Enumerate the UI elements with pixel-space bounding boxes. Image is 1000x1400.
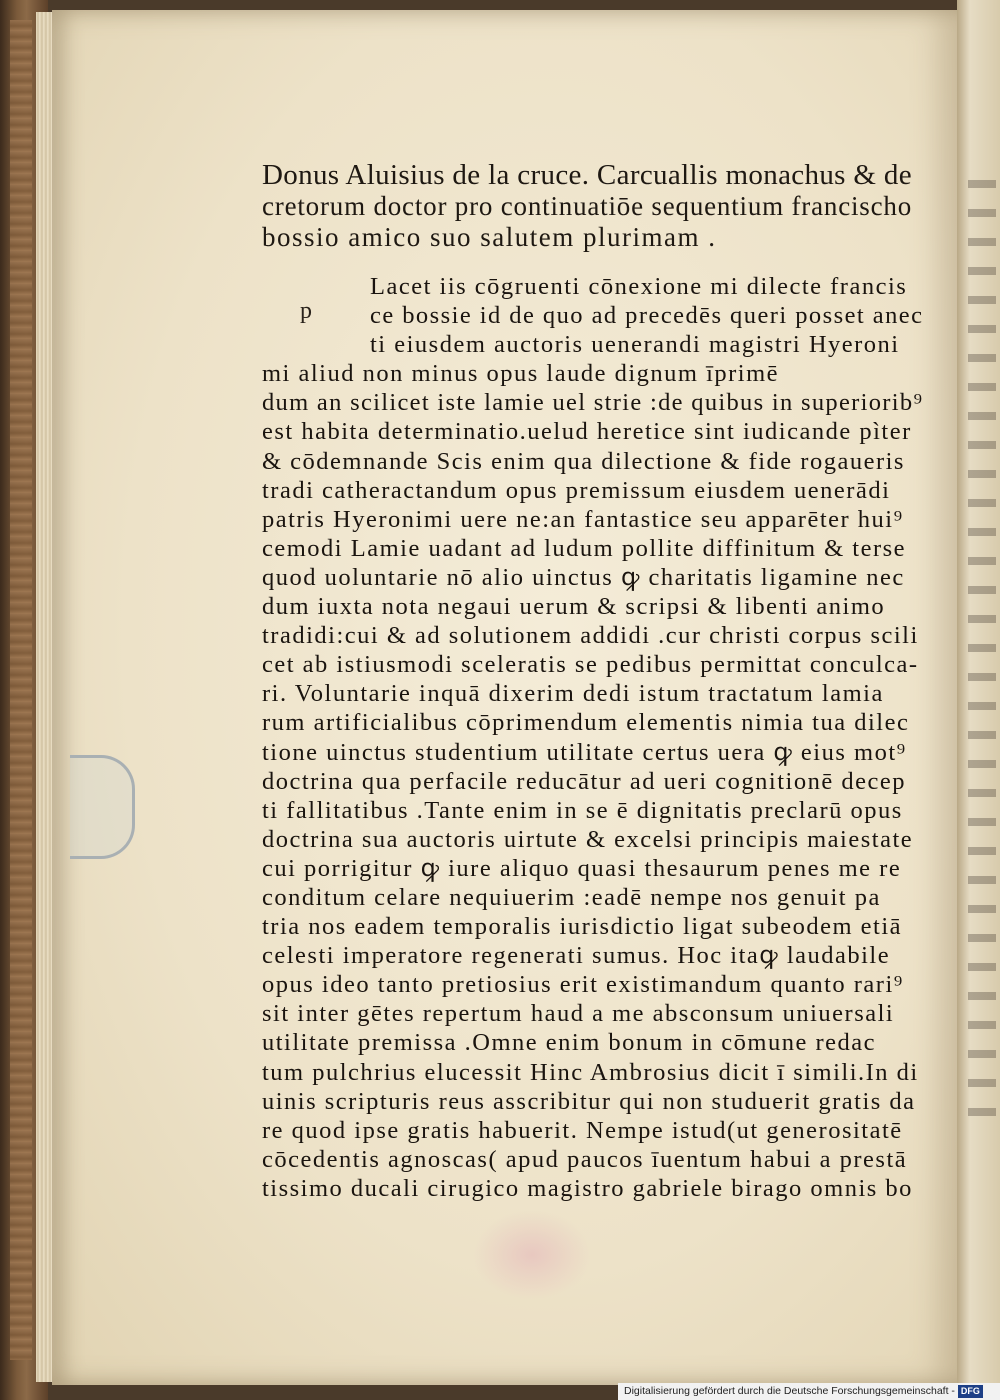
text-line: Lacet iis cōgruenti cōnexione mi dilecte francis: [370, 273, 908, 300]
text-line: tradidi:cui & ad solutionem addidi .cur christi corpus scili: [262, 622, 919, 650]
text-line: ce bossie id de quo ad precedēs queri posset anec: [370, 302, 924, 330]
text-line: opus ideo tanto pretiosius erit existimandum quanto rari⁹: [262, 971, 904, 999]
dfg-logo: DFG: [958, 1385, 983, 1398]
text-line: ti eiusdem auctoris uenerandi magistri Hyeroni: [370, 331, 900, 359]
text-line: utilitate premissa .Omne enim bonum in cōmune redac: [262, 1029, 876, 1057]
text-line: tione uinctus studentium utilitate certus uera ꝙ eius mot⁹: [262, 738, 907, 766]
text-line: cōcedentis agnoscas( apud paucos īuentum habui a prestā: [262, 1145, 908, 1173]
text-line: uinis scripturis reus asscribitur qui non studuerit gratis da: [262, 1087, 916, 1115]
initial-letter: p: [300, 298, 312, 324]
page-clip: [70, 755, 135, 859]
text-line: cemodi Lamie uadant ad ludum pollite diffinitum & terse: [262, 534, 907, 562]
text-line: ti fallitatibus .Tante enim in se ē dignitatis preclarū opus: [262, 796, 903, 824]
text-line: patris Hyeronimi uere ne:an fantastice seu apparēter hui⁹: [262, 505, 904, 533]
text-line: mi aliud non minus opus laude dignum īprimē: [262, 360, 780, 388]
heading-line: cretorum doctor pro continuatiōe sequentium francischo: [262, 191, 912, 221]
text-line: cui porrigitur ꝙ iure aliquo quasi thesaurum penes me re: [262, 854, 902, 882]
text-line: est habita determinatio.uelud heretice sint iudicande pìter: [262, 418, 912, 446]
text-line: & cōdemnande Scis enim qua dilectione & fide rogaueris: [262, 447, 905, 475]
heading-line: bossio amico suo salutem plurimam .: [262, 222, 717, 252]
text-line: tradi catheractandum opus premissum eiusdem uenerādi: [262, 476, 891, 504]
text-line: quod uoluntarie nō alio uinctus ꝙ charitatis ligamine nec: [262, 563, 905, 591]
body-text: [262, 272, 922, 1203]
text-line: tum pulchrius elucessit Hinc Ambrosius dicit ī simili.In di: [262, 1058, 919, 1086]
credit-text: Digitalisierung gefördert durch die Deutsche Forschungsgemeinschaft -: [624, 1385, 955, 1397]
text-line: re quod ipse gratis habuerit. Nempe istud(ut generositatē: [262, 1116, 903, 1144]
text-line: tissimo ducali cirugico magistro gabriele birago omnis bo: [262, 1174, 913, 1202]
heading: [262, 160, 922, 253]
facing-page-text: [968, 180, 996, 1120]
text-line: conditum celare nequiuerim :eadē nempe nos genuit pa: [262, 883, 881, 911]
text-line: dum iuxta nota negaui uerum & scripsi & libenti animo: [262, 593, 886, 621]
text-line: cet ab istiusmodi sceleratis se pedibus permittat conculca-: [262, 651, 919, 679]
text-line: rum artificialibus cōprimendum elementis nimia tua dilec: [262, 709, 910, 737]
text-line: doctrina qua perfacile reducātur ad ueri cognitionē decep: [262, 767, 906, 795]
text-line: celesti imperatore regenerati sumus. Hoc itaꝙ laudabile: [262, 942, 891, 970]
text-line: dum an scilicet iste lamie uel strie :de quibus in superiorib⁹: [262, 389, 924, 417]
heading-line: Donus Aluisius de la cruce. Carcuallis monachus & de: [262, 159, 912, 191]
binding-leather: [10, 20, 32, 1360]
page-stain: [472, 1210, 592, 1300]
text-line: sit inter gētes repertum haud a me absconsum uniuersali: [262, 1000, 895, 1028]
text-line: tria nos eadem temporalis iurisdictio ligat subeodem etiā: [262, 913, 903, 941]
text-line: ri. Voluntarie inquā dixerim dedi istum tractatum lamia: [262, 680, 884, 708]
text-line: doctrina sua auctoris uirtute & excelsi principis maiestate: [262, 825, 914, 853]
digitization-credit: [618, 1383, 1000, 1400]
